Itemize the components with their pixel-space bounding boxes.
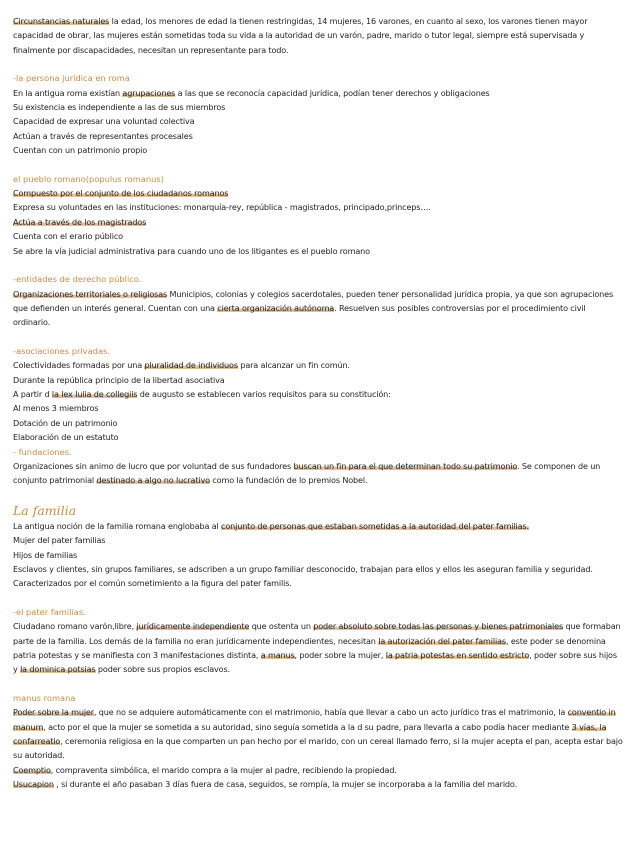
section-manus-romana [13,691,623,792]
section-persona-juridica [13,71,623,157]
section-heading: manus romana [13,692,76,703]
section-entidades-publicas [13,272,623,330]
text-line: En la antigua roma existían agrupaciones a las que se reconocía capacidad jurídica, podían tener derechos y obligaciones [13,87,490,98]
highlight: Coemptio [13,764,51,775]
highlight: destinado a algo no lucrativo [96,475,210,486]
section-pater-familias [13,605,623,677]
text-line: Usucapion , si durante el año pasaban 3 días fuera de casa, seguidos, se rompía, la mujer se incorporaba a la familia del marido. [13,779,517,790]
highlight: poder absoluto sobre todas las personas y bienes patrimoniales [313,621,564,632]
paragraph: Ciudadano romano varón,libre, jurídicamente independiente que ostenta un poder absoluto sobre todas las personas y bienes patrimoniales que formaban parte de la familia. Los demás de la familia no eran jurídicamente independientes, necesitan la autorización del pater familias, este poder se denomina patria potestas y se manifiesta con 3 manifestaciones distinta, a manus, poder sobre la mujer, la patria potestas en sentido estricto, poder sobre sus hijos y la dominica potsias poder sobre sus propios esclavos. [13,621,621,675]
text-line: Actúan a través de representantes procesales [13,130,193,141]
text-line: Dotación de un patrimonio [13,417,118,428]
text-line: A partir d la lex Iulia de collegiis de augusto se establecen varios requisitos para su constitución: [13,388,391,399]
text-line: Durante la república principio de la libertad asociativa [13,374,225,385]
text-line: Capacidad de expresar una voluntad colectiva [13,116,195,127]
section-heading: el pueblo romano(populus romanus) [13,173,164,184]
section-familia [13,502,623,591]
highlight: Compuesto por el conjunto de los ciudadanos romanos [13,188,229,199]
highlight: buscan un fin para el que determinan todo su patrimonio [293,460,518,471]
highlight: conventio in manum [13,707,616,732]
text-line: Colectividades formadas por una pluralidad de individuos para alcanzar un fin común. [13,360,350,371]
text-line: Cuentan con un patrimonio propio [13,145,148,156]
highlight: Actúa a través de los magistrados [13,216,147,227]
text-line: Se abre la vía judicial administrativa para cuando uno de los litigantes es el pueblo romano [13,245,370,256]
highlight: cierta organización autónoma [217,302,335,313]
text-line: Expresa su voluntades en las instituciones: monarquía-rey, república - magistrados, principado,princeps…. [13,202,431,213]
intro-paragraph: Circunstancias naturales la edad, los menores de edad la tienen restringidas, 14 mujeres, 16 varones, en cuanto al sexo, los varones tienen mayor capacidad de obrar, las mujeres están sometidas toda su vida a la autoridad de un varón, padre, marido o tutor legal, siempre está supervisada y finalmente por discapacidades, necesitan un representante para todo. [13,16,588,55]
section-heading: -entidades de derecho público. [13,274,142,285]
text-line: Al menos 3 miembros [13,403,99,414]
text-line: Coemptio, compraventa simbólica, el marido compra a la mujer al padre, recibiendo la propiedad. [13,764,397,775]
highlight: la patria potestas en sentido estricto [385,650,530,661]
paragraph: Organizaciones sin animo de lucro que por voluntad de sus fundadores buscan un fin para el que determinan todo su patrimonio. Se componen de un conjunto patrimonial destinado a algo no lucrativo como la fundación de lo premios Nobel. [13,460,601,486]
text-line: Caracterizados por el común sometimiento a la figura del pater familis. [13,578,292,589]
section-pueblo-romano [13,172,623,258]
highlight: pluralidad de individuos [144,360,238,371]
paragraph: Poder sobre la mujer, que no se adquiere automáticamente con el matrimonio, había que llevar a cabo un acto jurídico tras el matrimonio, la conventio in manum, acto por el que la mujer se sometida a su autoridad, sino seguía sometida a la d su padre, para llevarla a cabo podía hacer mediante 3 vías, la confarreatio, ceremonia religiosa en la que comparten un pan hecho por el marido, con un cereal llamado ferro, si la mujer acepta el pan, acepta estar bajo su autoridad. [13,707,623,761]
text-line: Su existencia es independiente a las de sus miembros [13,102,226,113]
section-heading: -el pater familias. [13,606,86,617]
section-heading: - fundaciones. [13,446,72,457]
highlight: Poder sobre la mujer [13,707,94,718]
highlight: la dominica potsias [20,664,96,675]
highlight: 3 vías, la confarreatio [13,721,607,747]
text-line: Cuenta con el erario público [13,231,123,242]
highlight: Circunstancias naturales [13,16,110,26]
highlight: Usucapion [13,779,54,790]
highlight: jurídicamente independiente [136,621,250,632]
section-asociaciones [13,344,623,445]
text-line: Esclavos y clientes, sin grupos familiares, se adscriben a un grupo familiar desconocido, trabajan para ellos y ellos les aseguran familia y seguridad. [13,564,593,574]
text-line: Elaboración de un estatuto [13,432,119,443]
section-heading: -la persona jurídica en roma [13,73,130,84]
text-line [13,215,623,229]
highlight: la lex Iulia de collegiis [51,388,138,399]
section-fundaciones [13,445,623,488]
section-heading: -asociaciones privadas. [13,345,110,356]
highlight: a manus [260,650,295,661]
highlight: agrupaciones [122,87,176,98]
text-line: Hijos de familias [13,549,78,560]
text-line: Mujer del pater familias [13,535,106,546]
highlight: Organizaciones territoriales o religiosas [13,288,168,299]
text-line [13,186,623,200]
highlight: la autorización del pater familias [378,635,506,646]
paragraph: Organizaciones territoriales o religiosas Municipios, colonias y colegios sacerdotales, pueden tener personalidad jurídica propia, ya que son agrupaciones que defienden un interés general. Cuentan con una cierta organización autónoma. Resuelven sus posibles controversias por el procedimiento civil ordinario. [13,288,614,328]
text-line: La antigua noción de la familia romana englobaba al conjunto de personas que estaban sometidas a la autoridad del pater familias. [13,520,529,531]
highlight: conjunto de personas que estaban sometidas a la autoridad del pater familias. [221,520,529,531]
section-title: La familia [13,502,77,518]
